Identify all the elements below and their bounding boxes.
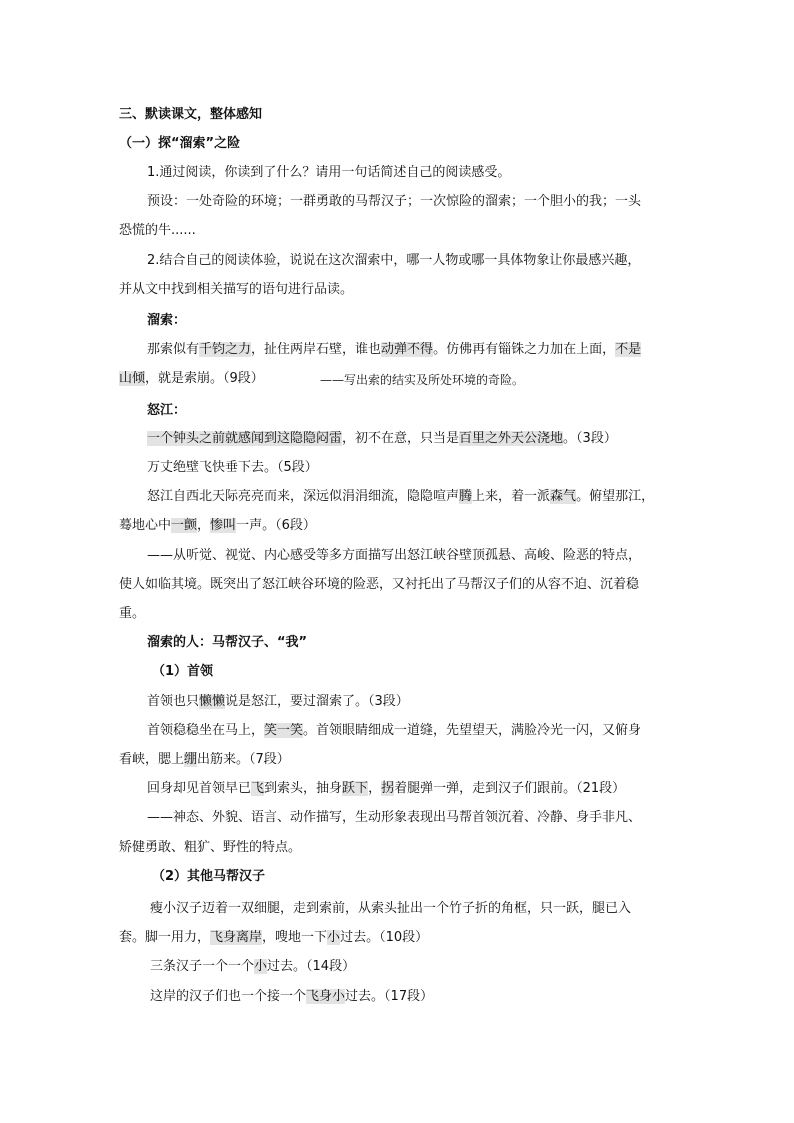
text-span: 三条汉子一个一个 — [150, 959, 255, 974]
highlight: 小 — [332, 989, 346, 1004]
highlight: 千钧之力 — [199, 342, 252, 357]
others-quote-1-line-1: 瘦小汉子迈着一双细腿，走到索前，从索头扯出一个竹子折的角框，只一跃，腿已入 — [150, 901, 632, 916]
highlight: 不是 — [615, 342, 642, 357]
text-span: ，就是索崩。（9段） — [145, 371, 264, 386]
others-heading: （2）其他马帮汉子 — [152, 869, 266, 884]
text-span: 过去。（14段） — [267, 959, 356, 974]
highlight: 跃下 — [342, 781, 369, 796]
people-heading: 溜索的人：马帮汉子、“我” — [147, 635, 308, 650]
text-span: 套。脚一用力， — [119, 930, 211, 945]
highlight: 飞身 — [306, 989, 333, 1004]
suo-comment: ——写出索的结实及所处环境的奇险。 — [320, 373, 525, 387]
highlight: 森气 — [550, 489, 577, 504]
text-span: 。（3段） — [563, 431, 617, 446]
others-quote-2 — [150, 959, 355, 975]
nujiang-quote-2: 万丈绝壁飞快垂下去。（5段） — [147, 460, 318, 475]
text-span: ，初不在意，只当是 — [342, 431, 460, 446]
text-span: 一声。（6段） — [236, 518, 316, 533]
text-span: 蓦地心中 — [119, 518, 172, 533]
leader-comment-line-2: 矫健勇敢、粗犷、野性的特点。 — [119, 840, 302, 855]
text-span: 看峡，腮上 — [119, 752, 185, 767]
highlight: 一个钟头之前就感闻到这隐隐闷雷 — [147, 431, 343, 446]
leader-comment-line-1: ——神态、外貌、语言、动作描写，生动形象表现出马帮首领沉着、冷静、身手非凡、 — [147, 810, 642, 825]
highlight: 惨叫 — [210, 518, 237, 533]
highlight: 飞身离岸 — [210, 930, 263, 945]
highlight: 小 — [254, 959, 268, 974]
text-span: ，嗖地一下 — [262, 930, 328, 945]
nujiang-quote-1 — [147, 431, 617, 447]
text-span: 。仿佛再有锱铢之力加在上面， — [433, 342, 616, 357]
highlight: 一颤 — [171, 518, 198, 533]
text-span: 首领也只 — [147, 694, 200, 709]
highlight: 腾 — [459, 489, 473, 504]
nujiang-comment-line-3: 重。 — [119, 606, 146, 621]
suo-quote-line-2 — [119, 371, 264, 387]
highlight: 笑一笑 — [264, 723, 304, 738]
question-2-line-1: 2.结合自己的阅读体验，说说在这次溜索中，哪一人物或哪一具体物象让你最感兴趣， — [147, 253, 641, 268]
text-span: 过去。（17段） — [345, 989, 434, 1004]
highlight: 绷 — [184, 752, 198, 767]
nujiang-quote-3-line-2 — [119, 518, 316, 534]
highlight: 百里之外天公浇地 — [459, 431, 564, 446]
text-span: 上来，着一派 — [472, 489, 551, 504]
text-span: 。俯望那江， — [576, 489, 655, 504]
nujiang-comment-line-1: ——从听觉、视觉、内心感受等多方面描写出怒江峡谷壁顶孤悬、高峻、险恶的特点， — [147, 548, 642, 563]
leader-quote-2-line-1 — [147, 723, 641, 739]
text-span: 着腿弹一弹，走到汉子们跟前。（21段） — [394, 781, 626, 796]
section-title: 三、默读课文，整体感知 — [119, 107, 263, 122]
text-span: 这岸的汉子们也一个接一个 — [150, 989, 307, 1004]
subsection-title: （一）探“溜索”之险 — [119, 136, 241, 151]
leader-quote-1 — [147, 694, 409, 710]
answer-1-line-1: 预设：一处奇险的环境；一群勇敢的马帮汉子；一次惊险的溜索；一个胆小的我；一头 — [147, 194, 642, 209]
text-span: 过去。（10段） — [340, 930, 429, 945]
highlight: 小 — [327, 930, 341, 945]
highlight: 拐 — [381, 781, 395, 796]
highlight: 山倾 — [119, 371, 146, 386]
question-2-line-2: 并从文中找到相关描写的语句进行品读。 — [119, 282, 354, 297]
question-1: 1.通过阅读，你读到了什么？请用一句话简述自己的阅读感受。 — [147, 165, 511, 180]
text-span: ，扯住两岸石壁，谁也 — [251, 342, 382, 357]
text-span: 那索似有 — [147, 342, 200, 357]
nujiang-quote-3-line-1 — [147, 489, 654, 505]
leader-quote-2-line-2 — [119, 752, 290, 768]
text-span: 。首领眼睛细成一道缝，先望望天，满脸冷光一闪，又俯身 — [303, 723, 642, 738]
text-span: 说是怒江，要过溜索了。（3段） — [225, 694, 409, 709]
text-span: 出筋来。（7段） — [197, 752, 290, 767]
nujiang-heading: 怒江： — [147, 403, 187, 418]
highlight: 飞 — [251, 781, 265, 796]
leader-heading: （1）首领 — [152, 664, 214, 679]
text-span: 怒江自西北天际亮亮而来，深远似涓涓细流，隐隐喧声 — [147, 489, 460, 504]
others-quote-1-line-2 — [119, 930, 428, 946]
text-span: 回身却见首领早已 — [147, 781, 252, 796]
suo-quote-line-1 — [147, 342, 641, 358]
leader-quote-3 — [147, 781, 625, 797]
highlight: 动弹不得 — [381, 342, 434, 357]
text-span: ， — [197, 518, 211, 533]
text-span: 首领稳稳坐在马上， — [147, 723, 265, 738]
nujiang-comment-line-2: 使人如临其境。既突出了怒江峡谷环境的险恶，又衬托出了马帮汉子们的从容不迫、沉着稳 — [119, 577, 640, 592]
highlight: 懒懒 — [199, 694, 226, 709]
text-span: 到索头，抽身 — [264, 781, 343, 796]
answer-1-line-2: 恐慌的牛...... — [119, 223, 196, 238]
text-span: ， — [368, 781, 382, 796]
suo-heading: 溜索： — [147, 313, 187, 328]
others-quote-3 — [150, 989, 433, 1005]
